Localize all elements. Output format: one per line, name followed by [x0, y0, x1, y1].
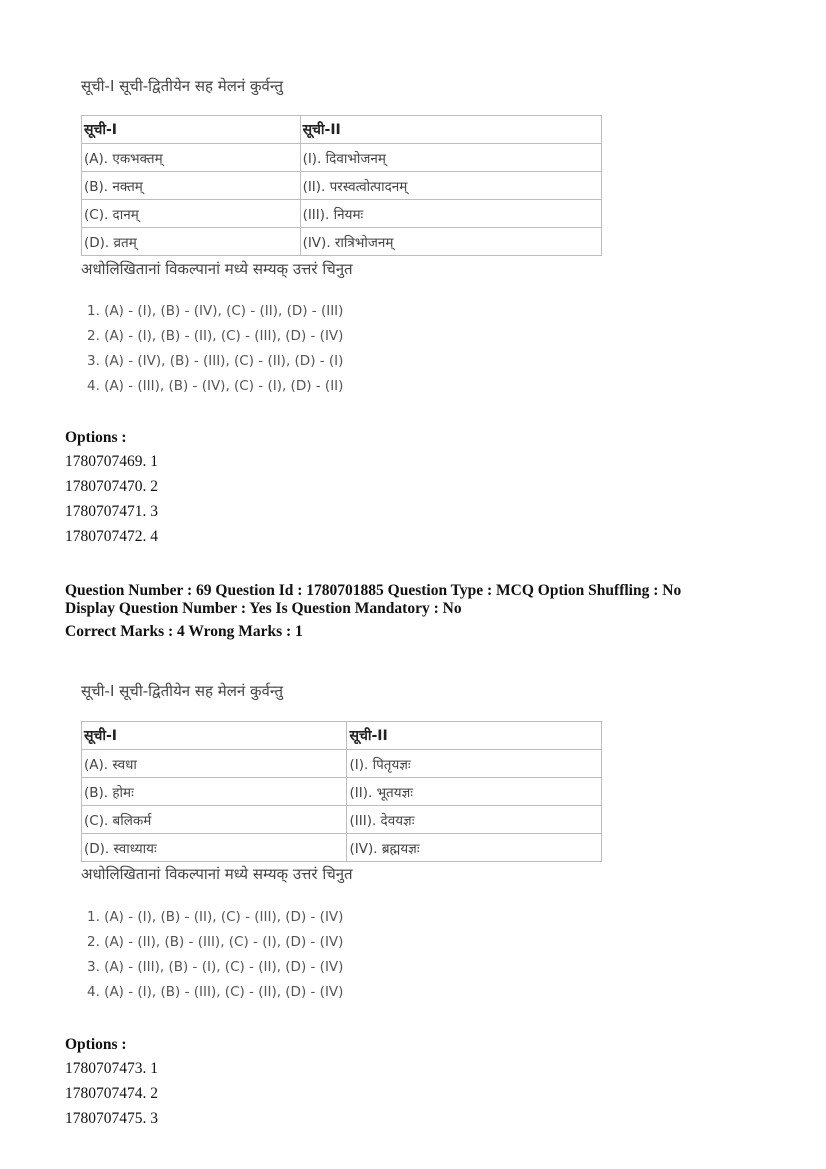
option-id: 1780707471. 3: [65, 503, 158, 520]
table-row: [82, 750, 602, 778]
table-cell: (IV). रात्रिभोजनम्: [300, 228, 601, 256]
table-row: [82, 172, 602, 200]
table-row: [82, 834, 602, 862]
option-id: 1780707469. 1: [65, 453, 158, 470]
table-cell: (II). परस्वत्वोत्पादनम्: [300, 172, 601, 200]
table-header-cell: सूची-II: [300, 116, 601, 144]
q68-choice-list: [87, 299, 343, 399]
option-id: 1780707472. 4: [65, 528, 158, 545]
table-cell: (A). एकभक्तम्: [82, 144, 301, 172]
q69-options-label: Options :: [65, 1036, 127, 1053]
table-header-cell: सूची-II: [347, 722, 602, 750]
table-cell: (I). दिवाभोजनम्: [300, 144, 601, 172]
table-cell: (A). स्वधा: [82, 750, 347, 778]
choice-item: 3. (A) - (III), (B) - (I), (C) - (II), (D) - (IV): [87, 959, 344, 975]
table-cell: (C). दानम्: [82, 200, 301, 228]
table-row: [82, 144, 602, 172]
q69-meta-line2: Display Question Number : Yes Is Question Mandatory : No: [65, 600, 462, 617]
table-header-cell: सूची-I: [82, 722, 347, 750]
choice-item: 4. (A) - (III), (B) - (IV), (C) - (I), (D) - (II): [87, 378, 344, 394]
choice-item: 4. (A) - (I), (B) - (III), (C) - (II), (D) - (IV): [87, 984, 344, 1000]
table-row: [82, 806, 602, 834]
q69-marks: Correct Marks : 4 Wrong Marks : 1: [65, 623, 303, 640]
q69-prompt: अधोलिखितानां विकल्पानां मध्ये सम्यक् उत्तरं चिनुत: [81, 865, 353, 883]
choice-item: 2. (A) - (I), (B) - (II), (C) - (III), (D) - (IV): [87, 328, 344, 344]
table-cell: (I). पितृयज्ञः: [347, 750, 602, 778]
table-header-cell: सूची-I: [82, 116, 301, 144]
option-id: 1780707470. 2: [65, 478, 158, 495]
option-id: 1780707473. 1: [65, 1060, 158, 1077]
table-cell: (B). नक्तम्: [82, 172, 301, 200]
table-cell: (III). नियमः: [300, 200, 601, 228]
option-id: 1780707475. 3: [65, 1110, 158, 1127]
table-cell: (II). भूतयज्ञः: [347, 778, 602, 806]
q69-instruction: सूची-I सूची-द्वितीयेन सह मेलनं कुर्वन्तु: [81, 682, 283, 700]
table-cell: (B). होमः: [82, 778, 347, 806]
table-header-row: [82, 722, 602, 750]
q68-prompt: अधोलिखितानां विकल्पानां मध्ये सम्यक् उत्तरं चिनुत: [81, 260, 353, 278]
table-row: [82, 778, 602, 806]
q69-meta-line1: Question Number : 69 Question Id : 1780701885 Question Type : MCQ Option Shuffling : No: [65, 582, 682, 599]
q69-match-table: [81, 721, 602, 862]
choice-item: 1. (A) - (I), (B) - (IV), (C) - (II), (D) - (III): [87, 303, 344, 319]
table-cell: (IV). ब्रह्मयज्ञः: [347, 834, 602, 862]
q68-instruction: सूची-I सूची-द्वितीयेन सह मेलनं कुर्वन्तु: [81, 77, 283, 95]
table-cell: (III). देवयज्ञः: [347, 806, 602, 834]
table-row: [82, 228, 602, 256]
table-cell: (D). व्रतम्: [82, 228, 301, 256]
choice-item: 1. (A) - (I), (B) - (II), (C) - (III), (D) - (IV): [87, 909, 344, 925]
q68-match-table: [81, 115, 602, 256]
choice-item: 2. (A) - (II), (B) - (III), (C) - (I), (D) - (IV): [87, 934, 344, 950]
table-row: [82, 200, 602, 228]
table-header-row: [82, 116, 602, 144]
table-cell: (C). बलिकर्म: [82, 806, 347, 834]
q68-options-label: Options :: [65, 429, 127, 446]
q69-choice-list: [87, 905, 343, 1005]
table-cell: (D). स्वाध्यायः: [82, 834, 347, 862]
option-id: 1780707474. 2: [65, 1085, 158, 1102]
choice-item: 3. (A) - (IV), (B) - (III), (C) - (II), (D) - (I): [87, 353, 344, 369]
